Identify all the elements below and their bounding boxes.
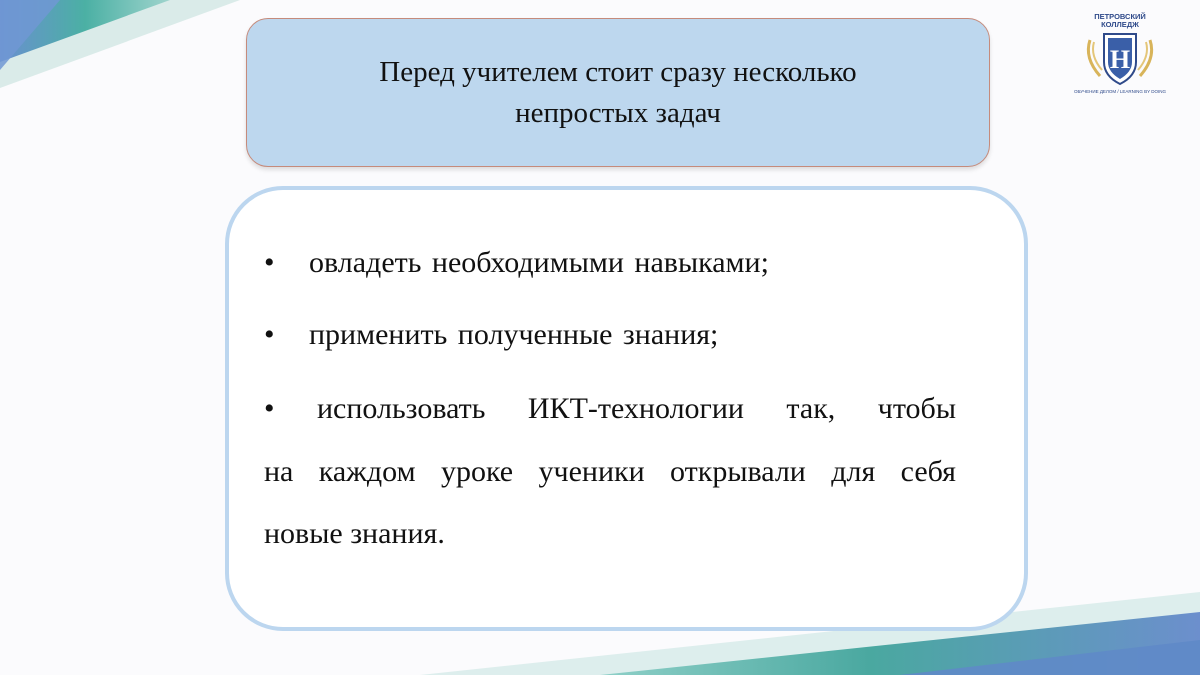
bullet-word: ученики <box>538 455 645 488</box>
bullet-word: для <box>831 455 876 488</box>
bullet-word: чтобы <box>877 392 956 425</box>
bullet-word: уроке <box>440 455 514 488</box>
svg-text:КОЛЛЕДЖ: КОЛЛЕДЖ <box>1101 20 1139 29</box>
bullet-word: открывали <box>670 455 806 488</box>
title-line-2: непростых задач <box>515 96 721 129</box>
bullet-text: овладеть необходимыми навыками; <box>309 246 769 279</box>
bullet-word: так, <box>786 392 836 425</box>
title-line-1: Перед учителем стоит сразу несколько <box>379 55 857 88</box>
bullet-word: на <box>264 455 294 488</box>
bullet-item-3-line-3: новые знания. <box>264 517 445 550</box>
bullet-marker: • <box>264 318 275 351</box>
college-logo <box>1073 10 1167 96</box>
svg-text:ПЕТРОВСКИЙ: ПЕТРОВСКИЙ <box>1094 12 1146 21</box>
bullet-word: ИКТ-технологии <box>527 392 744 425</box>
bullet-word: каждом <box>318 455 416 488</box>
svg-text:ОБУЧЕНИЕ ДЕЛОМ / LEARNING BY D: ОБУЧЕНИЕ ДЕЛОМ / LEARNING BY DOING <box>1073 89 1167 94</box>
bullet-item-3-line-1 <box>264 392 956 426</box>
bullet-word: себя <box>900 455 956 488</box>
bullet-word: использовать <box>316 392 486 425</box>
bullet-marker: • <box>264 392 275 425</box>
bullet-marker: • <box>264 246 275 279</box>
bullet-text: применить полученные знания; <box>309 318 719 351</box>
title-box <box>246 18 990 167</box>
slide-title <box>318 52 918 134</box>
svg-text:Н: Н <box>1109 45 1131 74</box>
bullet-item-3-line-2 <box>264 455 956 489</box>
